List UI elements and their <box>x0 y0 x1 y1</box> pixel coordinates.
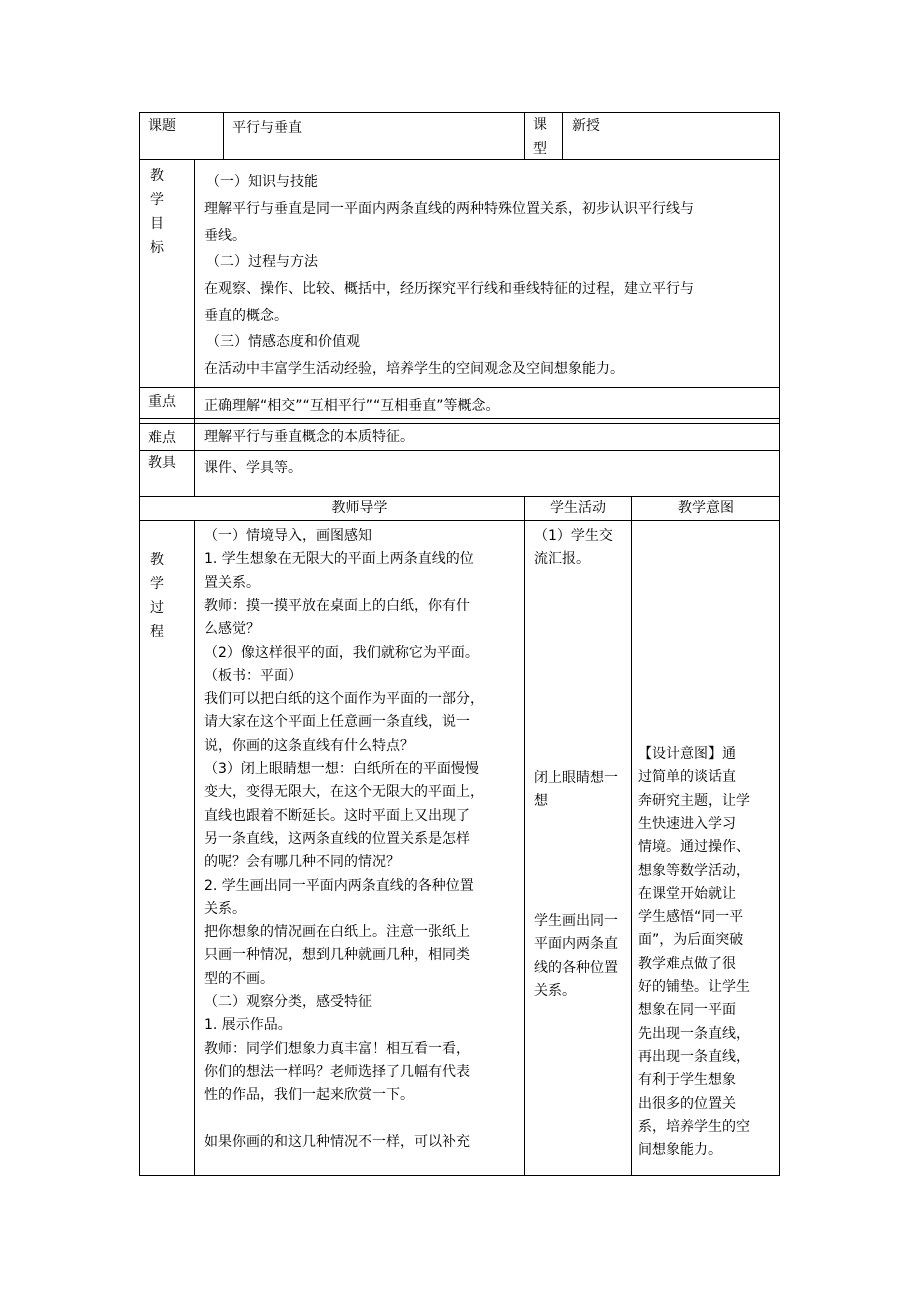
student-activity-line: （1）学生交 <box>534 528 613 544</box>
design-intent-line: 想象在同一平面 <box>638 1002 736 1019</box>
tools-value: 课件、学具等。 <box>204 460 302 476</box>
objective-line: （二）过程与方法 <box>206 254 318 270</box>
col-divider <box>524 496 525 1176</box>
col-divider <box>223 112 224 159</box>
teacher-guide-line: 直线也跟着不断延长。这时平面上又出现了 <box>204 807 470 824</box>
col-student-header: 学生活动 <box>550 500 606 516</box>
objective-line: 在活动中丰富学生活动经验，培养学生的空间观念及空间想象能力。 <box>204 361 624 377</box>
design-intent-line: 间想象能力。 <box>638 1142 722 1159</box>
type-label: 课型 <box>533 117 547 157</box>
objective-line: 在观察、操作、比较、概括中，经历探究平行线和垂线特征的过程，建立平行与 <box>204 281 694 297</box>
objective-line: 理解平行与垂直是同一平面内两条直线的两种特殊位置关系，初步认识平行线与 <box>204 201 694 217</box>
teacher-guide-line: 教师：同学们想象力真丰富！相互看一看， <box>204 1040 470 1057</box>
type-value: 新授 <box>572 118 600 134</box>
objectives-label: 教学目标 <box>150 168 164 256</box>
design-intent-line: 有利于学生想象 <box>638 1072 736 1089</box>
design-intent-line: 过简单的谈话直 <box>638 769 736 786</box>
key-point-value: 正确理解“相交”“互相平行”“互相垂直”等概念。 <box>204 398 500 414</box>
teacher-guide-line: 请大家在这个平面上任意画一条直线，说一 <box>204 714 470 731</box>
teacher-guide-line: 只画一种情况，想到几种就画几种，相同类 <box>204 947 470 964</box>
col-divider <box>631 496 632 1176</box>
teacher-guide-line: 1. 展示作品。 <box>204 1017 292 1034</box>
topic-value: 平行与垂直 <box>232 120 302 136</box>
teacher-guide-line: 么感觉？ <box>204 621 260 638</box>
col-divider <box>562 112 563 159</box>
process-label: 教学过程 <box>150 552 164 640</box>
row-divider <box>139 418 780 419</box>
design-intent-line: 系，培养学生的空 <box>638 1118 750 1135</box>
objective-line: （一）知识与技能 <box>206 174 318 190</box>
teacher-guide-line: 说，你画的这条直线有什么特点？ <box>204 737 414 754</box>
student-activity-line: 流汇报。 <box>534 551 590 568</box>
teacher-guide-line: （二）观察分类，感受特征 <box>204 994 372 1010</box>
col-divider <box>524 112 525 159</box>
teacher-guide-line: （板书：平面） <box>204 667 302 684</box>
teacher-guide-line: 型的不画。 <box>204 970 274 987</box>
teacher-guide-line: （一）情境导入，画图感知 <box>204 528 372 544</box>
teacher-guide-line: 另一条直线，这两条直线的位置关系是怎样 <box>204 830 470 847</box>
student-activity-line: 学生画出同一 <box>534 913 618 929</box>
design-intent-line: 好的铺垫。让学生 <box>638 979 750 995</box>
design-intent-line: 出很多的位置关 <box>638 1095 736 1112</box>
row-divider <box>139 423 780 424</box>
teacher-guide-line: （2）像这样很平的面，我们就称它为平面。 <box>204 644 479 661</box>
design-intent-line: 生快速进入学习 <box>638 815 736 832</box>
topic-label: 课题 <box>148 118 176 134</box>
student-activity-line: 平面内两条直 <box>534 936 618 953</box>
teacher-guide-line: 把你想象的情况画在白纸上。注意一张纸上 <box>204 924 470 941</box>
teacher-guide-line: 1. 学生想象在无限大的平面上两条直线的位 <box>204 551 474 568</box>
col-teacher-header: 教师导学 <box>331 500 388 516</box>
teacher-guide-line: （3）闭上眼睛想一想：白纸所在的平面慢慢 <box>204 761 479 777</box>
objective-line: （三）情感态度和价值观 <box>206 334 360 350</box>
teacher-guide-line: 性的作品，我们一起来欣赏一下。 <box>204 1087 414 1104</box>
student-activity-line: 线的各种位置 <box>534 959 618 976</box>
design-intent-line: 想象等数学活动， <box>638 862 750 879</box>
teacher-guide-line: 教师：摸一摸平放在桌面上的白纸，你有什 <box>204 597 470 614</box>
col-divider <box>194 159 195 496</box>
design-intent-line: 奔研究主题，让学 <box>638 792 750 809</box>
design-intent-line: 再出现一条直线， <box>638 1048 750 1065</box>
row-divider <box>139 450 780 451</box>
teacher-guide-line: 你们的想法一样吗？老师选择了几幅有代表 <box>204 1063 470 1080</box>
teacher-guide-line: 2. 学生画出同一平面内两条直线的各种位置 <box>204 877 474 894</box>
design-intent-line: 【设计意图】通 <box>638 746 736 762</box>
objective-line: 垂线。 <box>204 228 246 244</box>
row-divider <box>139 520 780 521</box>
col-intent-header: 教学意图 <box>678 500 734 516</box>
row-divider <box>139 496 780 497</box>
design-intent-line: 情境。通过操作、 <box>638 839 750 856</box>
teacher-guide-line: 的呢？会有哪几种不同的情况？ <box>204 854 400 871</box>
design-intent-line: 在课堂开始就让 <box>638 885 736 902</box>
student-activity-line: 想 <box>534 793 548 810</box>
row-divider <box>139 387 780 388</box>
row-divider <box>139 159 780 160</box>
design-intent-line: 教学难点做了很 <box>638 955 736 972</box>
teacher-guide-line: 如果你画的和这几种情况不一样，可以补充 <box>204 1133 470 1150</box>
teacher-guide-line: 关系。 <box>204 900 246 917</box>
tools-label: 教具 <box>148 455 176 471</box>
design-intent-line: 学生感悟“同一平 <box>638 909 744 926</box>
design-intent-line: 先出现一条直线， <box>638 1025 750 1042</box>
objective-line: 垂直的概念。 <box>204 308 288 324</box>
student-activity-line: 关系。 <box>534 982 576 999</box>
teacher-guide-line: 变大，变得无限大，在这个无限大的平面上， <box>204 784 484 801</box>
col-divider <box>194 520 195 1176</box>
key-point-label: 重点 <box>148 394 176 410</box>
difficulty-value: 理解平行与垂直概念的本质特征。 <box>204 429 414 445</box>
design-intent-line: 面”，为后面突破 <box>638 932 744 949</box>
difficulty-label: 难点 <box>148 430 176 446</box>
teacher-guide-line: 置关系。 <box>204 574 260 591</box>
student-activity-line: 闭上眼睛想一 <box>534 770 618 786</box>
teacher-guide-line: 我们可以把白纸的这个面作为平面的一部分， <box>204 691 484 708</box>
